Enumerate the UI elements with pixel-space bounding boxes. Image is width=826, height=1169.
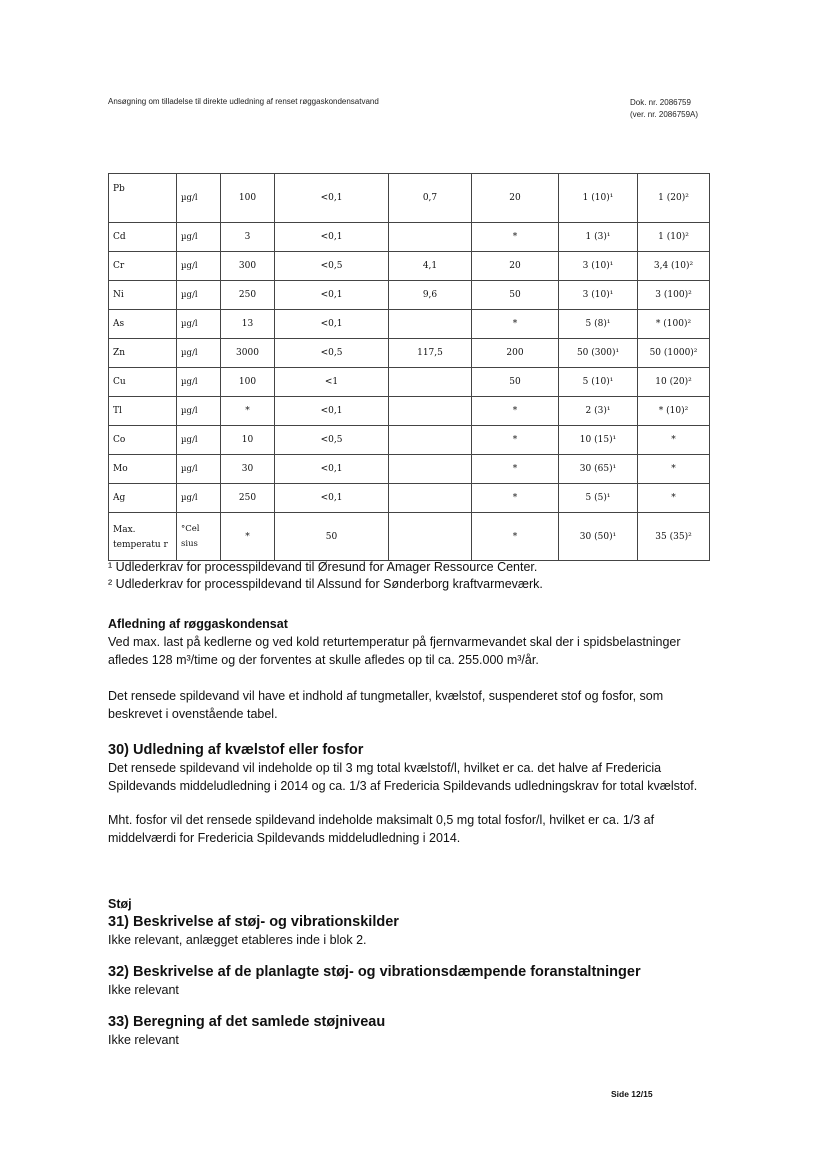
- table-cell-c5: 10 (15)¹: [559, 426, 638, 455]
- table-cell-c4: *: [472, 426, 559, 455]
- table-cell-c5: 2 (3)¹: [559, 397, 638, 426]
- table-cell-c6: *: [638, 426, 710, 455]
- table-cell-c5: 5 (10)¹: [559, 368, 638, 397]
- table-cell-c2: <1: [275, 368, 389, 397]
- table-cell-c3: [389, 368, 472, 397]
- table-row: [109, 252, 710, 281]
- section-stoj: [108, 895, 718, 1049]
- table-cell-name: Tl: [109, 397, 177, 426]
- table-cell-c6: *: [638, 455, 710, 484]
- table-cell-c5: 30 (65)¹: [559, 455, 638, 484]
- table-cell-c4: *: [472, 513, 559, 561]
- table-cell-unit: µg/l: [177, 368, 221, 397]
- table-cell-name: Ag: [109, 484, 177, 513]
- table-row: [109, 368, 710, 397]
- ver-nr: (ver. nr. 2086759A): [630, 110, 699, 119]
- table-cell-unit: µg/l: [177, 426, 221, 455]
- table-cell-unit: µg/l: [177, 484, 221, 513]
- section-30: [108, 741, 718, 847]
- table-cell-c6: * (100)²: [638, 310, 710, 339]
- document-number: [630, 97, 698, 121]
- table-cell-c6: 1 (20)²: [638, 174, 710, 223]
- table-cell-name: Cd: [109, 223, 177, 252]
- table-cell-c1: 3000: [221, 339, 275, 368]
- section-afledning: [108, 615, 718, 723]
- measurement-table: [108, 173, 710, 561]
- table-cell-c1: 10: [221, 426, 275, 455]
- table-cell-name: Mo: [109, 455, 177, 484]
- table-cell-c2: <0,1: [275, 484, 389, 513]
- doc-nr: Dok. nr. 2086759: [630, 98, 691, 107]
- section-30-paragraph-2: Mht. fosfor vil det rensede spildevand indeholde maksimalt 0,5 mg total fosfor/l, hvilket er ca. 1/3 af middelværdi for Fredericia Spildevands middeludledning i 2014.: [108, 813, 655, 845]
- section-32-text: Ikke relevant: [108, 983, 179, 997]
- table-cell-c1: 300: [221, 252, 275, 281]
- table-cell-c2: <0,5: [275, 426, 389, 455]
- afledning-heading: Afledning af røggaskondensat: [108, 617, 288, 631]
- table-cell-unit: µg/l: [177, 174, 221, 223]
- table-cell-c1: *: [221, 397, 275, 426]
- table-cell-c3: [389, 455, 472, 484]
- table-cell-c3: 4,1: [389, 252, 472, 281]
- table-cell-c2: <0,1: [275, 310, 389, 339]
- table-cell-c6: *: [638, 484, 710, 513]
- table-row: [109, 455, 710, 484]
- table-cell-c3: 117,5: [389, 339, 472, 368]
- stoj-label: Støj: [108, 897, 132, 911]
- footnotes: [108, 559, 543, 593]
- footnote-1: ¹ Udlederkrav for processpildevand til Øresund for Amager Ressource Center.: [108, 560, 538, 574]
- table-cell-c4: 20: [472, 252, 559, 281]
- table-row: [109, 397, 710, 426]
- table-row: [109, 484, 710, 513]
- section-31-heading: 31) Beskrivelse af støj- og vibrationskilder: [108, 914, 399, 930]
- table-row: [109, 339, 710, 368]
- table-cell-c3: [389, 397, 472, 426]
- table-cell-c4: *: [472, 455, 559, 484]
- table-cell-c3: [389, 223, 472, 252]
- footnote-2: ² Udlederkrav for processpildevand til Alssund for Sønderborg kraftvarmeværk.: [108, 577, 543, 591]
- table-cell-c3: 0,7: [389, 174, 472, 223]
- table-cell-c1: 100: [221, 368, 275, 397]
- table-cell-c2: <0,5: [275, 339, 389, 368]
- section-32-heading: 32) Beskrivelse af de planlagte støj- og vibrationsdæmpende foranstaltninger: [108, 964, 641, 980]
- table-cell-name: Max. temperatu r: [109, 513, 177, 561]
- afledning-paragraph-1: Ved max. last på kedlerne og ved kold returtemperatur på fjernvarmevandet skal der i spidsbelastninger afledes 128 m³/time og der forventes at skulle afledes op til ca. 255.000 m³/år.: [108, 635, 681, 667]
- table-cell-unit: µg/l: [177, 455, 221, 484]
- section-30-paragraph-1: Det rensede spildevand vil indeholde op til 3 mg total kvælstof/l, hvilket er ca. det halve af Fredericia Spildevands middeludledning i 2014 og ca. 1/3 af Fredericia Spildevands udledningskrav for total kvælstof.: [108, 761, 698, 793]
- table-cell-c1: 100: [221, 174, 275, 223]
- section-33-text: Ikke relevant: [108, 1033, 179, 1047]
- table-cell-c4: *: [472, 223, 559, 252]
- table-cell-unit: µg/l: [177, 223, 221, 252]
- table-cell-c2: <0,1: [275, 281, 389, 310]
- table-cell-unit: °Cel sius: [177, 513, 221, 561]
- table-cell-c4: 200: [472, 339, 559, 368]
- table-cell-c2: 50: [275, 513, 389, 561]
- table-row: [109, 174, 710, 223]
- table-cell-c1: 3: [221, 223, 275, 252]
- table-cell-c1: 13: [221, 310, 275, 339]
- table-cell-c5: 1 (3)¹: [559, 223, 638, 252]
- table-cell-c5: 1 (10)¹: [559, 174, 638, 223]
- table-cell-unit: µg/l: [177, 310, 221, 339]
- table-cell-c1: *: [221, 513, 275, 561]
- table-cell-c1: 250: [221, 484, 275, 513]
- table-cell-c3: [389, 484, 472, 513]
- table-cell-unit: µg/l: [177, 252, 221, 281]
- table-cell-name: Co: [109, 426, 177, 455]
- table-cell-c2: <0,1: [275, 455, 389, 484]
- section-33-heading: 33) Beregning af det samlede støjniveau: [108, 1014, 386, 1030]
- document-header-title: Ansøgning om tilladelse til direkte udledning af renset røggaskondensatvand: [108, 97, 379, 106]
- section-30-heading: 30) Udledning af kvælstof eller fosfor: [108, 742, 364, 758]
- table-cell-c6: 3 (100)²: [638, 281, 710, 310]
- table-cell-unit: µg/l: [177, 397, 221, 426]
- table-cell-c2: <0,1: [275, 397, 389, 426]
- table-row: [109, 310, 710, 339]
- table-cell-c4: 50: [472, 368, 559, 397]
- table-cell-name: Cr: [109, 252, 177, 281]
- table-cell-name: Ni: [109, 281, 177, 310]
- table-cell-unit: µg/l: [177, 339, 221, 368]
- table-cell-name: As: [109, 310, 177, 339]
- section-31-text: Ikke relevant, anlægget etableres inde i blok 2.: [108, 933, 367, 947]
- table-cell-c4: *: [472, 310, 559, 339]
- table-cell-c2: <0,1: [275, 174, 389, 223]
- table-row: [109, 281, 710, 310]
- table-cell-c4: 50: [472, 281, 559, 310]
- table-cell-c3: [389, 513, 472, 561]
- table-cell-c5: 5 (5)¹: [559, 484, 638, 513]
- table-row: [109, 223, 710, 252]
- table-cell-c5: 5 (8)¹: [559, 310, 638, 339]
- table-cell-c2: <0,1: [275, 223, 389, 252]
- table-cell-c6: 3,4 (10)²: [638, 252, 710, 281]
- table-cell-c6: * (10)²: [638, 397, 710, 426]
- table-row: [109, 426, 710, 455]
- table-cell-c5: 50 (300)¹: [559, 339, 638, 368]
- table-cell-c5: 30 (50)¹: [559, 513, 638, 561]
- table-cell-c3: [389, 310, 472, 339]
- table-cell-c1: 30: [221, 455, 275, 484]
- table-cell-c6: 1 (10)²: [638, 223, 710, 252]
- table-cell-unit: µg/l: [177, 281, 221, 310]
- table-cell-c3: 9,6: [389, 281, 472, 310]
- table-cell-name: Cu: [109, 368, 177, 397]
- table-cell-c1: 250: [221, 281, 275, 310]
- table-row: [109, 513, 710, 561]
- table-cell-c2: <0,5: [275, 252, 389, 281]
- table-cell-name: Zn: [109, 339, 177, 368]
- table-cell-c6: 10 (20)²: [638, 368, 710, 397]
- table-cell-c3: [389, 426, 472, 455]
- table-cell-c4: 20: [472, 174, 559, 223]
- table-cell-name: Pb: [109, 174, 177, 223]
- table-cell-c4: *: [472, 397, 559, 426]
- table-cell-c4: *: [472, 484, 559, 513]
- table-cell-c5: 3 (10)¹: [559, 281, 638, 310]
- page-number: Side 12/15: [611, 1089, 653, 1099]
- table-cell-c6: 35 (35)²: [638, 513, 710, 561]
- afledning-paragraph-2: Det rensede spildevand vil have et indhold af tungmetaller, kvælstof, suspenderet stof og fosfor, som beskrevet i ovenstående tabel.: [108, 689, 664, 721]
- table-cell-c6: 50 (1000)²: [638, 339, 710, 368]
- table-cell-c5: 3 (10)¹: [559, 252, 638, 281]
